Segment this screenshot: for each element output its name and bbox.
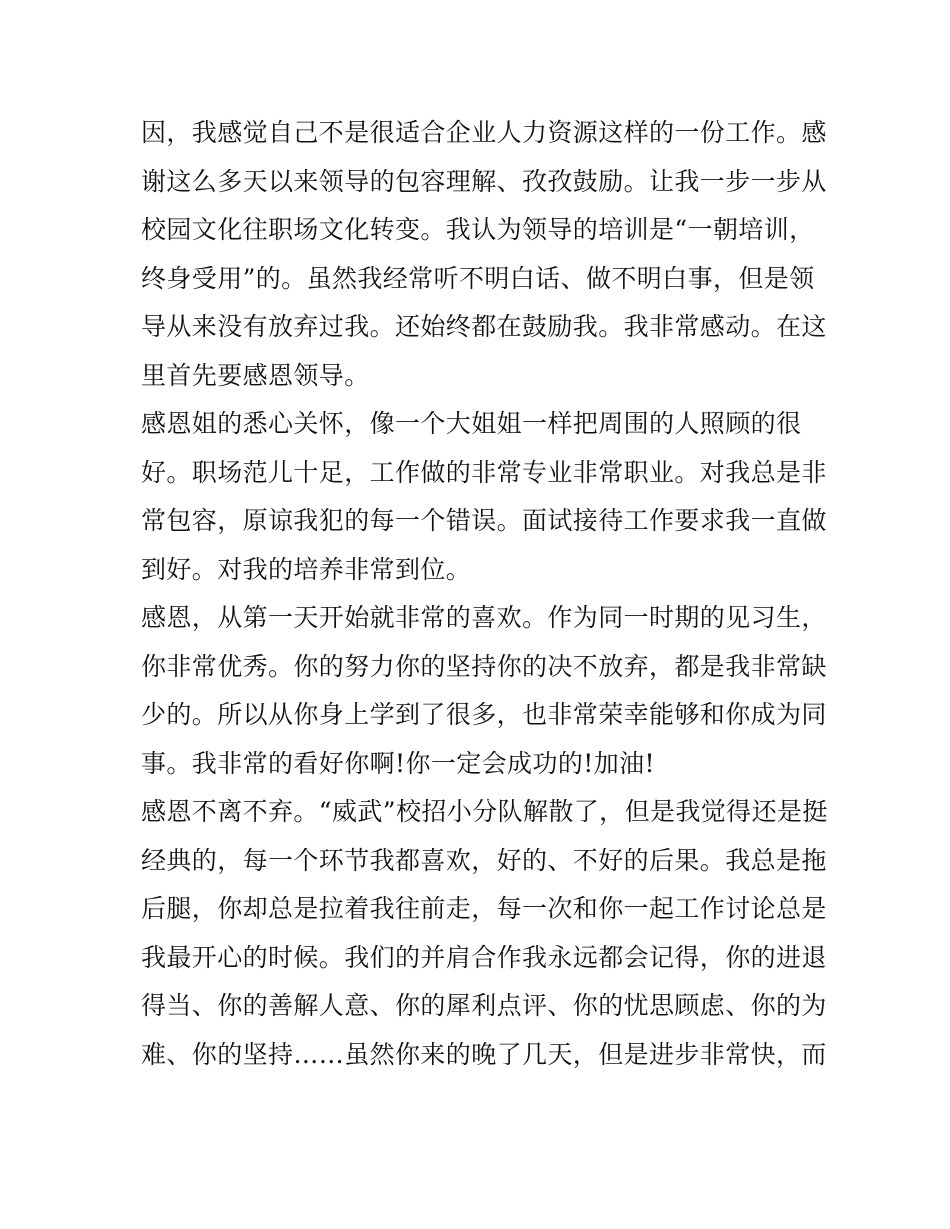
text-line: 终身受用”的。虽然我经常听不明白话、做不明白事，但是领 — [141, 263, 815, 293]
text-line: 感恩姐的悉心关怀，像一个大姐姐一样把周围的人照顾的很 — [141, 409, 802, 438]
text-line: 少的。所以从你身上学到了很多，也非常荣幸能够和你成为同 — [141, 700, 827, 729]
text-line: 难、你的坚持……虽然你来的晚了几天，但是进步非常快，而 — [141, 1039, 827, 1069]
text-line: 事。我非常的看好你啊!你一定会成功的!加油! — [141, 748, 655, 778]
text-line: 里首先要感恩领导。 — [141, 360, 370, 390]
text-line: 到好。对我的培养非常到位。 — [141, 554, 472, 584]
text-line: 常包容，原谅我犯的每一个错误。面试接待工作要求我一直做 — [141, 506, 827, 535]
text-line: 因，我感觉自己不是很适合企业人力资源这样的一份工作。感 — [141, 118, 827, 147]
text-line: 导从来没有放弃过我。还始终都在鼓励我。我非常感动。在这 — [141, 312, 827, 341]
text-line: 校园文化往职场文化转变。我认为领导的培训是“一朝培训， — [141, 215, 815, 244]
text-line: 好。职场范儿十足，工作做的非常专业非常职业。对我总是非 — [141, 457, 827, 487]
body-text — [141, 109, 828, 1079]
text-line: 我最开心的时候。我们的并肩合作我永远都会记得，你的进退 — [141, 942, 827, 972]
text-line: 感恩不离不弃。“威武”校招小分队解散了，但是我觉得还是挺 — [141, 797, 828, 826]
text-line: 感恩，从第一天开始就非常的喜欢。作为同一时期的见习生， — [141, 603, 827, 632]
text-line: 谢这么多天以来领导的包容理解、孜孜鼓励。让我一步一步从 — [141, 166, 827, 196]
text-line: 经典的，每一个环节我都喜欢，好的、不好的后果。我总是拖 — [141, 845, 827, 875]
text-line: 后腿，你却总是拉着我往前走，每一次和你一起工作讨论总是 — [141, 894, 827, 923]
text-line: 你非常优秀。你的努力你的坚持你的决不放弃，都是我非常缺 — [141, 651, 827, 681]
text-line: 得当、你的善解人意、你的犀利点评、你的忧思顾虑、你的为 — [141, 991, 827, 1020]
